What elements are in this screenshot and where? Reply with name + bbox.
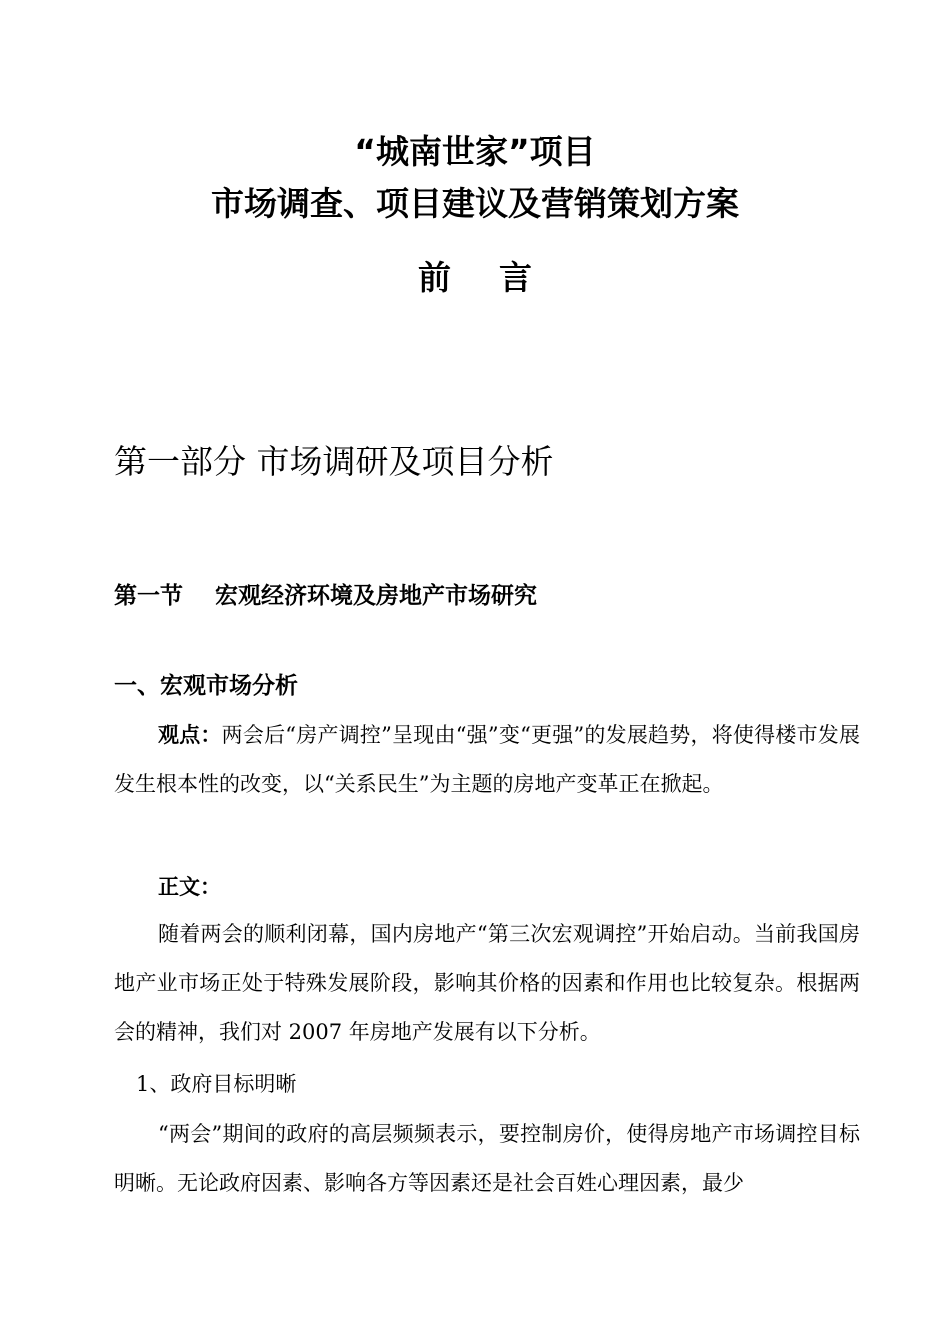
body-paragraph-1: 随着两会的顺利闭幕，国内房地产“第三次宏观调控”开始启动。当前我国房地产业市场正处于特殊发展阶段，影响其价格的因素和作用也比较复杂。根据两会的精神，我们对 2007 年房地产发展有以下分析。: [114, 922, 860, 1044]
section-heading: 第一节 宏观经济环境及房地产市场研究: [114, 583, 538, 609]
document-title-line2: 市场调查、项目建议及营销策划方案: [211, 184, 739, 223]
document-title-line1: “城南世家”项目: [354, 132, 596, 171]
body-paragraph-2: “两会”期间的政府的高层频频表示，要控制房价，使得房地产市场调控目标明晰。无论政府因素、影响各方等因素还是社会百姓心理因素，最少: [114, 1122, 860, 1195]
viewpoint-label: 观点：: [158, 723, 222, 747]
subsection-heading: 一、宏观市场分析: [114, 673, 298, 699]
body-label: 正文：: [158, 875, 221, 899]
preface-heading: 前言: [418, 258, 580, 297]
list-item-1: 1、政府目标明晰: [136, 1072, 297, 1096]
viewpoint-paragraph: [114, 711, 860, 809]
viewpoint-text: 两会后“房产调控”呈现由“强”变“更强”的发展趋势，将使得楼市发展发生根本性的改变，以“关系民生”为主题的房地产变革正在掀起。: [114, 723, 860, 796]
part-heading: 第一部分 市场调研及项目分析: [114, 442, 554, 481]
